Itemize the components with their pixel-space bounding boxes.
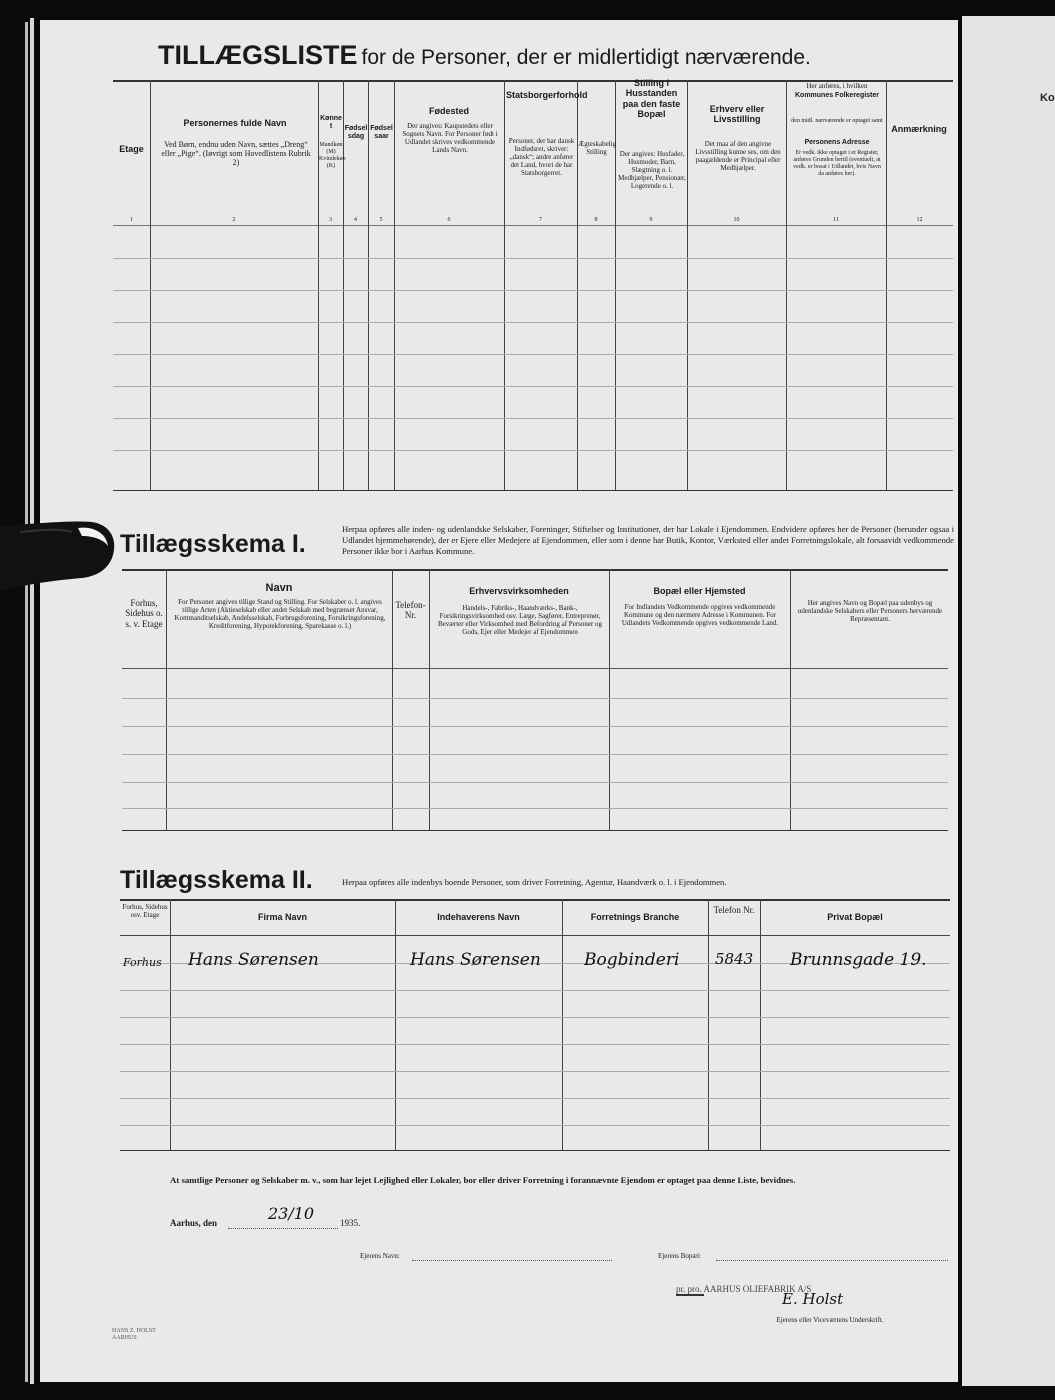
col-header-erhverv-note: Det maa af den angivne Livsstilling kunne ses, om den paagældende er Principal eller Medhjælper. — [695, 140, 781, 173]
col-header-navn-note: Ved Børn, endnu uden Navn, sættes „Dreng“ eller „Pige“. (Iøvrigt som Hovedlistens Rubrik 2) — [161, 140, 311, 168]
col-rule — [343, 80, 344, 490]
col-number: 2 — [232, 217, 236, 223]
signature-label: Ejerens eller Viceværtens Underskrift. — [776, 1316, 884, 1324]
col-rule — [708, 899, 709, 1150]
row-rule — [120, 1125, 950, 1126]
row-rule — [113, 322, 953, 323]
col-rule — [687, 80, 688, 490]
col-header-register-note: den midl. nærværende er optaget samt — [791, 118, 883, 124]
row-rule — [122, 726, 948, 727]
col-number: 12 — [916, 217, 923, 223]
col-header-register: Kommunes Folkeregister — [794, 92, 880, 99]
page-edge — [30, 18, 34, 1384]
col-rule — [609, 569, 610, 830]
skema1-col-bopael: Bopæl eller Hjemsted — [653, 586, 746, 596]
col-header-etage: Etage — [119, 144, 144, 154]
skema2-col-indehaver: Indehaverens Navn — [437, 912, 520, 922]
entry-firma: Hans Sørensen — [188, 950, 319, 970]
col-number: 3 — [329, 217, 332, 223]
skema2-col-telefon: Telefon Nr. — [713, 905, 755, 915]
col-rule — [790, 569, 791, 830]
col-rule — [429, 569, 430, 830]
entry-indehaver: Hans Sørensen — [410, 950, 541, 970]
col-header-konnet-note: Mandkøn (M) Kvindekøn (K) — [319, 142, 346, 169]
row-rule — [120, 1098, 950, 1099]
skema2-col-firma: Firma Navn — [257, 912, 308, 922]
col-rule — [394, 80, 395, 490]
row-rule — [120, 1044, 950, 1045]
col-rule — [786, 80, 787, 490]
entry-branche: Bogbinderi — [584, 950, 680, 970]
stamp-dash — [676, 1294, 704, 1296]
row-rule — [120, 1017, 950, 1018]
col-rule — [760, 899, 761, 1150]
col-number: 5 — [379, 217, 383, 223]
col-number: 7 — [539, 217, 542, 223]
col-header-stilling-note: Der angives: Husfader, Husmoder, Barn, Slægtning o. l. Medhjælper, Pensionær, Logerende o. l. — [618, 150, 686, 191]
col-header-anmaerkning: Anmærkning — [891, 124, 947, 134]
col-header-aegteskab: Ægteskabelig Stilling — [578, 140, 617, 157]
skema2-intro: Herpaa opføres alle indenbys boende Personer, som driver Forretning, Agentur, Haandværk o. l. i Ejendommen. — [342, 877, 727, 887]
row-rule — [113, 386, 953, 387]
printer-mark: HANS Z. HOLST AARHUS — [112, 1328, 156, 1341]
col-rule — [150, 80, 151, 490]
row-rule — [113, 258, 953, 259]
col-rule — [368, 80, 369, 490]
footer-date: 23/10 — [268, 1204, 315, 1223]
row-rule — [122, 782, 948, 783]
table-bottom-line — [113, 490, 953, 491]
col-header-statsborger-note: Personer, der har dansk Indfødsret, skriver: „dansk“; andre anfører det Land, hvori de har Statsborgerret. — [508, 137, 575, 178]
date-line — [228, 1228, 338, 1229]
skema1-intro: Herpaa opføres alle inden- og udenlandske Selskaber, Foreninger, Stiftelser og Institutioner, der har Lokale i Ejendommen. Endvidere opføres her de Personer (herunder ogsaa i Udlandet hjemmehørende), der er Ejere eller Medejere af Ejendommen, eller som i denne har Butik, Kontor, Værksted eller andet Forretningslokale, alt forsaavidt vedkommende Personer ikke bor i Aarhus Kommune. — [342, 524, 954, 557]
page-edge — [25, 22, 28, 1382]
skema1-header-rule — [122, 668, 948, 669]
col-header-fodested: Fødested — [428, 106, 469, 116]
entry-etage: Forhus — [123, 956, 162, 969]
owner-address-line — [716, 1260, 948, 1261]
company-stamp: pr. pro. AARHUS OLIEFABRIK A/S — [676, 1284, 812, 1294]
row-rule — [120, 990, 950, 991]
skema2-top-line — [120, 899, 950, 901]
facing-page-text: Ko — [1040, 92, 1055, 104]
col-header-register-top: Her anføres, i hvilken — [806, 82, 868, 90]
skema1-col-navn: Navn — [265, 582, 293, 594]
col-header-erhverv: Erhverv eller Livsstilling — [709, 104, 765, 125]
title-main: TILLÆGSLISTE — [158, 40, 358, 70]
skema1-col-etage: Forhus, Sidehus o. s. v. Etage — [125, 598, 163, 629]
col-header-stilling: Stilling i Husstanden paa den faste Bopæl — [622, 78, 681, 120]
row-rule — [113, 450, 953, 451]
skema2-col-branche: Forretnings Branche — [590, 912, 680, 922]
row-rule — [113, 354, 953, 355]
row-rule — [120, 1071, 950, 1072]
entry-bopael: Brunnsgade 19. — [790, 950, 927, 970]
skema1-col-erhverv: Erhvervsvirksomheden — [469, 586, 569, 596]
col-header-fodselsaar: Fødselsaar — [370, 125, 393, 141]
title-rest: for de Personer, der er midlertidigt nærværende. — [361, 46, 811, 69]
col-rule — [395, 899, 396, 1150]
row-rule — [122, 754, 948, 755]
col-rule — [562, 899, 563, 1150]
signature: E. Holst — [782, 1290, 844, 1308]
row-rule — [122, 698, 948, 699]
col-header-adresse: Personens Adresse — [804, 139, 870, 146]
col-number: 9 — [649, 217, 653, 223]
owner-name-line — [412, 1260, 612, 1261]
facing-page — [962, 16, 1055, 1386]
skema2-bottom-line — [120, 1150, 950, 1151]
col-rule — [166, 569, 167, 830]
skema1-col-erhverv-note: Handels-, Fabriks-, Haandværks-, Bank-, Forsikringsvirksomhed osv. Læge, Sagfører, Entreprenør, Beværter eller Virksomhed med Befordring af Personer og Gods, Ejer eller Medejer af Ejendommen — [437, 604, 603, 637]
owner-address-label: Ejerens Bopæl: — [658, 1252, 701, 1260]
col-header-adresse-note: Er vedk. ikke optaget i et Register, anføres Grunden hertil (eventuelt, at vedk. er bosat i Udlandet, hvis Navn da anføres her). — [793, 150, 881, 177]
skema1-bottom-line — [122, 830, 948, 831]
col-header-fodested-note: Der angives: Kaupstedets eller Sognets Navn. For Personer født i Udlandet skrives vedkommende Lands Navn. — [402, 122, 498, 155]
col-rule — [504, 80, 505, 490]
form-page — [40, 20, 958, 1382]
row-rule — [113, 290, 953, 291]
header-rule — [113, 225, 953, 226]
skema1-top-line — [122, 569, 948, 571]
thumb-photo-artifact — [0, 518, 118, 594]
col-header-statsborger: Statsborgerforhold — [506, 90, 588, 100]
skema2-header-rule — [120, 935, 950, 936]
col-number: 8 — [594, 217, 598, 223]
col-header-konnet: Kønnet — [320, 115, 342, 131]
col-header-navn: Personernes fulde Navn — [183, 118, 287, 128]
page-title — [158, 40, 918, 71]
col-number: 1 — [130, 217, 133, 223]
skema2-title: Tillægsskema II. — [120, 866, 313, 894]
col-number: 10 — [733, 217, 740, 223]
col-number: 6 — [447, 217, 451, 223]
col-header-fodselsdag: Fødselsdag — [344, 125, 368, 141]
skema2-col-etage: Forhus, Sidehus osv. Etage — [122, 903, 168, 920]
skema1-col-bopael-note: For Indlandets Vedkommende opgives vedkommende Kommune og den nærmere Adresse i Kommunen. For Udlandets Vedkommende opgives vedkommende Land. — [621, 603, 779, 628]
skema1-col-telefon: Telefon-Nr. — [395, 600, 426, 621]
col-rule — [886, 80, 887, 490]
row-rule — [113, 418, 953, 419]
footer-place: Aarhus, den — [170, 1218, 218, 1228]
skema2-col-bopael: Privat Bopæl — [827, 912, 883, 922]
skema1-col-repraesentant: Her angives Navn og Bopæl paa udenbys og udenlandske Selskabers eller Personers herværende Repræsentant. — [797, 599, 943, 624]
skema1-title: Tillægsskema I. — [120, 530, 306, 558]
owner-name-label: Ejerens Navn: — [360, 1252, 400, 1260]
skema1-col-navn-note: For Personer angives tillige Stand og Stilling. For Selskaber o. l. angives tillige Arten (Aktieselskab eller andet Selskab med begrænset Ansvar, Kommanditselskab, Andelsselskab, Forbrugsforening, Forsikringsforening, Kreditforening, Hypotekforening, Sparekasse o. l.) — [174, 598, 386, 631]
col-rule — [170, 899, 171, 1150]
col-number: 4 — [354, 217, 357, 223]
col-number: 11 — [833, 217, 839, 223]
footer-statement: At samtlige Personer og Selskaber m. v., som har lejet Lejlighed eller Lokaler, bor eller driver Forretning i forannævnte Ejendom er optaget paa denne Liste, bevidnes. — [170, 1175, 796, 1185]
entry-telefon: 5843 — [715, 950, 754, 968]
footer-year: 1935. — [340, 1218, 361, 1228]
row-rule — [122, 808, 948, 809]
